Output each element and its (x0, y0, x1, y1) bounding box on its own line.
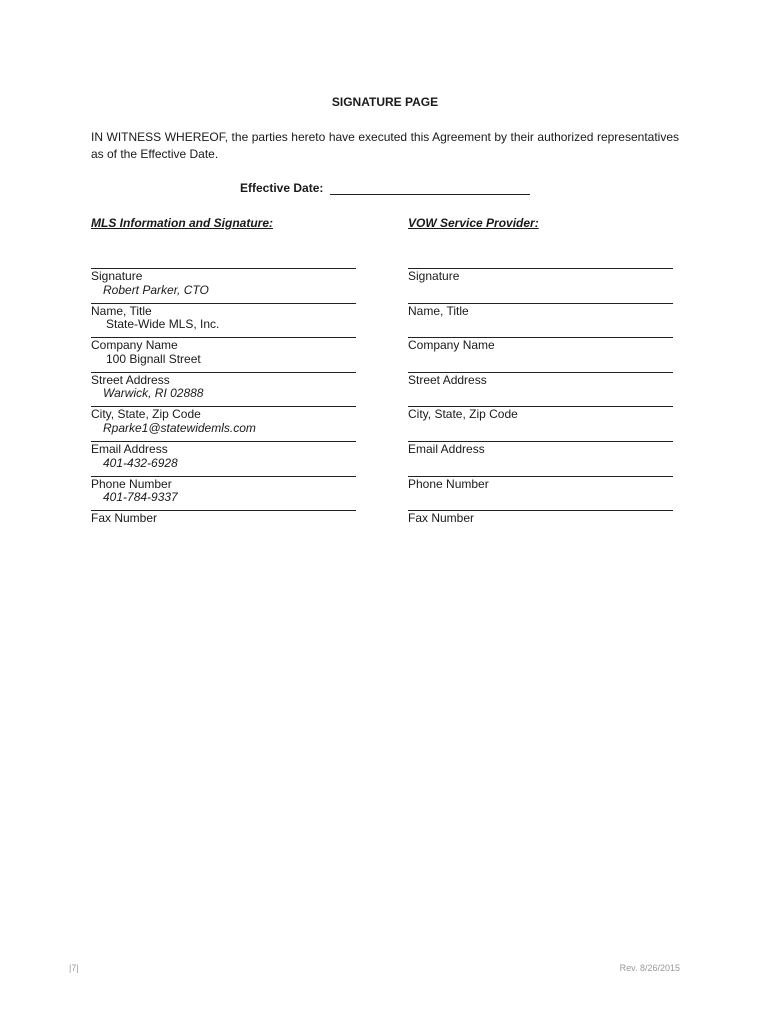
mls-phone-value: 401-432-6928 (103, 455, 178, 470)
mls-street-label: Street Address (91, 372, 170, 387)
effective-date-label: Effective Date: (240, 181, 324, 195)
vow-company-label: Company Name (408, 338, 495, 353)
mls-fax-field (91, 490, 356, 533)
vow-email-label: Email Address (408, 441, 485, 456)
vow-city-field (408, 394, 673, 429)
vow-signature-label: Signature (408, 269, 460, 283)
vow-name-title-label: Name, Title (408, 303, 469, 318)
mls-company-value: State-Wide MLS, Inc. (106, 317, 220, 332)
mls-street-value: 100 Bignall Street (106, 351, 201, 366)
mls-email-label: Email Address (91, 441, 168, 456)
revision-date: Rev. 8/26/2015 (619, 963, 680, 973)
mls-email-value: Rparke1@statewidemls.com (103, 420, 256, 435)
vow-name-title-field (408, 291, 673, 326)
mls-signature-label: Signature (91, 269, 143, 283)
vow-company-field (408, 325, 673, 360)
mls-name-title-value: Robert Parker, CTO (103, 282, 209, 297)
page-number: |7| (69, 963, 79, 973)
mls-fax-label: Fax Number (91, 511, 158, 526)
mls-name-title-label: Name, Title (91, 303, 152, 318)
vow-signature-field (408, 256, 673, 291)
vow-email-field (408, 429, 673, 464)
mls-heading: MLS Information and Signature: (91, 216, 273, 230)
witness-paragraph: IN WITNESS WHEREOF, the parties hereto have executed this Agreement by their authorized representatives as of the Effective Date. (91, 130, 679, 161)
mls-company-label: Company Name (91, 338, 178, 353)
vow-fax-field (408, 498, 673, 533)
vow-signature-block (408, 256, 673, 533)
vow-street-label: Street Address (408, 372, 487, 387)
mls-city-label: City, State, Zip Code (91, 407, 201, 422)
vow-fax-label: Fax Number (408, 511, 475, 526)
effective-date-line (330, 194, 530, 195)
page-title: SIGNATURE PAGE (331, 95, 439, 109)
mls-fax-value: 401-784-9337 (103, 490, 178, 505)
vow-heading: VOW Service Provider: (408, 216, 539, 230)
vow-phone-label: Phone Number (408, 476, 489, 491)
vow-phone-field (408, 464, 673, 499)
mls-phone-label: Phone Number (91, 476, 172, 491)
vow-street-field (408, 360, 673, 395)
vow-city-label: City, State, Zip Code (408, 407, 518, 422)
mls-city-value: Warwick, RI 02888 (103, 386, 204, 401)
mls-signature-block (91, 256, 356, 533)
